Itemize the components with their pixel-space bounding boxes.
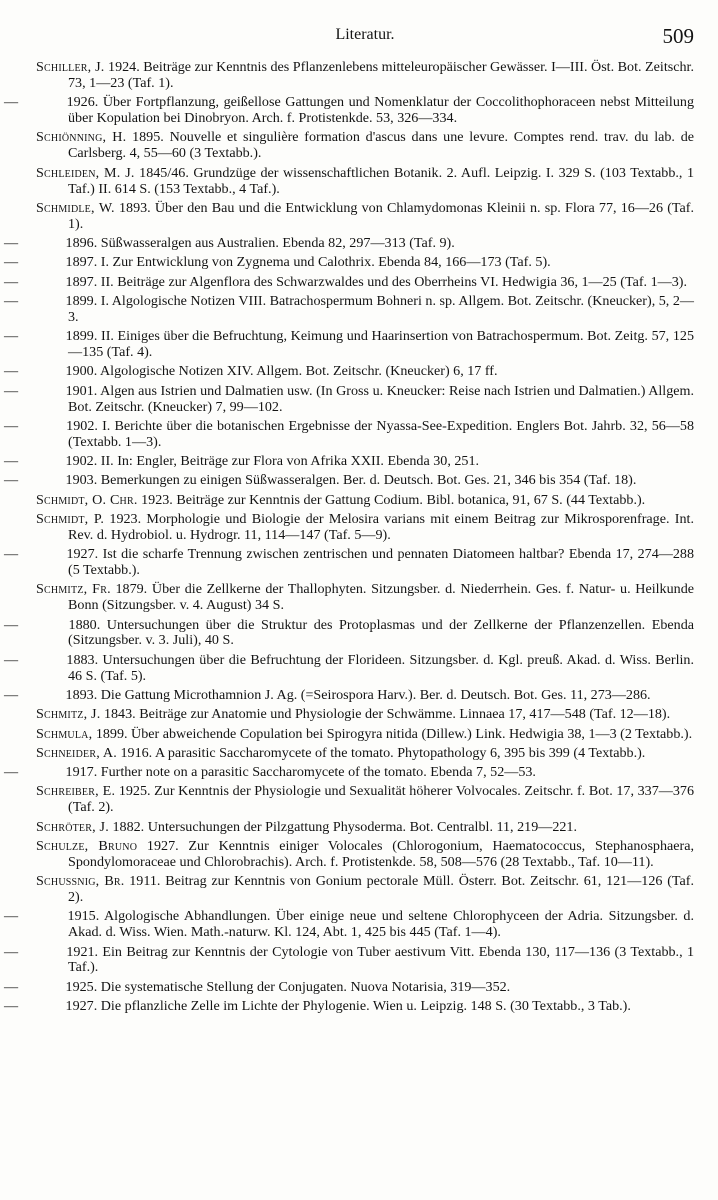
- reference-author: Schmitz, Fr.: [36, 581, 111, 598]
- reference-author: Schmitz, J.: [36, 706, 101, 723]
- reference-entry: [4, 764, 694, 781]
- reference-text: 1843. Beiträge zur Anatomie und Physiologie der Schwämme. Linnaea 17, 417—548 (Taf. 12—18).: [100, 706, 671, 723]
- reference-entry: [36, 512, 694, 544]
- reference-entry: [4, 908, 694, 941]
- repeat-author-dash: —: [4, 943, 19, 960]
- reference-text: 1923. Morphologie und Biologie der Melosira varians mit einem Beitrag zur Mikrosporenfrage. Int. Rev. d. Hydrobiol. u. Hydrogr. 11, 114—147 (Taf. 5—9).: [68, 510, 694, 543]
- reference-text: 1927. Die pflanzliche Zelle im Lichte der Phylogenie. Wien u. Leipzig. 148 S. (30 Textabb., 3 Tab.).: [62, 998, 631, 1015]
- reference-entry: [36, 201, 694, 233]
- reference-text: 1926. Über Fortpflanzung, geißellose Gattungen und Nomenklatur der Coccolithophoraceen nebst Mitteilung über Kopulation bei Dinobryon. Arch. f. Protistenkde. 53, 326—334.: [62, 94, 694, 127]
- reference-entry: [4, 453, 694, 470]
- reference-text: 1902. I. Berichte über die botanischen Ergebnisse der Nyassa-See-Expedition. Englers Bot. Jahrb. 32, 56—58 (Textabb. 1—3).: [62, 417, 694, 450]
- repeat-author-dash: —: [4, 94, 19, 111]
- reference-author: Schreiber, E.: [36, 783, 116, 800]
- reference-text: 1899. Über abweichende Copulation bei Spirogyra nitida (Dillew.) Link. Hedwigia 38, 1—3 (2 Textabb.).: [92, 725, 693, 742]
- reference-text: 1897. I. Zur Entwicklung von Zygnema und Calothrix. Ebenda 84, 166—173 (Taf. 5).: [62, 254, 551, 271]
- reference-entry: [4, 328, 694, 361]
- reference-text: 1900. Algologische Notizen XIV. Allgem. Bot. Zeitschr. (Kneucker) 6, 17 ff.: [62, 363, 498, 380]
- reference-entry: [4, 254, 694, 271]
- repeat-author-dash: —: [4, 453, 19, 470]
- reference-entry: [36, 582, 694, 614]
- reference-text: 1897. II. Beiträge zur Algenflora des Schwarzwaldes und des Oberrheins VI. Hedwigia 36, 1—25 (Taf. 1—3).: [62, 273, 687, 290]
- repeat-author-dash: —: [4, 998, 19, 1015]
- reference-text: 1927. Zur Kenntnis einiger Volocales (Chlorogonium, Haematococcus, Stephanosphaera, Spondylomoraceae und Chlorobrachis). Arch. f. Protistenkde. 58, 508—576 (28 Textabb., Taf. 10—11).: [68, 837, 695, 870]
- repeat-author-dash: —: [4, 908, 19, 925]
- reference-author: Schmidle, W.: [36, 199, 115, 216]
- reference-entry: [36, 493, 694, 509]
- reference-text: 1925. Die systematische Stellung der Conjugaten. Nuova Notarisia, 319—352.: [62, 978, 511, 995]
- reference-entry: [36, 130, 694, 162]
- reference-author: Schiönning, H.: [36, 129, 127, 146]
- reference-entry: [36, 60, 694, 92]
- repeat-author-dash: —: [4, 764, 19, 781]
- reference-author: Schröter, J.: [36, 818, 109, 835]
- repeat-author-dash: —: [4, 978, 19, 995]
- reference-text: 1925. Zur Kenntnis der Physiologie und Sexualität höherer Volvocales. Zeitschr. f. Bot. 17, 337—376 (Taf. 2).: [68, 783, 694, 816]
- reference-text: 1880. Untersuchungen über die Struktur des Protoplasmas und der Zellkerne der Pflanzenzellen. Ebenda (Sitzungsber. v. 3. Juli), 40 S.: [62, 616, 694, 649]
- reference-entry: [36, 707, 694, 723]
- reference-entry: [4, 616, 694, 650]
- reference-text: 1902. II. In: Engler, Beiträge zur Flora von Afrika XXII. Ebenda 30, 251.: [62, 453, 480, 470]
- reference-text: 1883. Untersuchungen über die Befruchtung der Florideen. Sitzungsber. d. Kgl. preuß. Akad. d. Wiss. Berlin. 46 S. (Taf. 5).: [62, 651, 694, 684]
- reference-entry: [4, 94, 694, 127]
- reference-entry: [4, 363, 694, 380]
- repeat-author-dash: —: [4, 273, 19, 290]
- reference-entry: [36, 820, 694, 836]
- reference-entry: [4, 943, 694, 977]
- reference-entry: [4, 651, 694, 685]
- repeat-author-dash: —: [4, 254, 19, 271]
- reference-entry: [4, 978, 694, 996]
- reference-entry: [36, 166, 694, 198]
- reference-text: 1845/46. Grundzüge der wissenschaftlichen Botanik. 2. Aufl. Leipzig. I. 329 S. (103 Textabb., 1 Taf.) II. 614 S. (153 Textabb., 4 Taf.).: [68, 164, 694, 197]
- repeat-author-dash: —: [4, 363, 19, 380]
- reference-entry: [4, 382, 694, 416]
- reference-text: 1882. Untersuchungen der Pilzgattung Physoderma. Bot. Centralbl. 11, 219—221.: [108, 818, 578, 835]
- reference-text: 1895. Nouvelle et singulière formation d'ascus dans une levure. Comptes rend. trav. du lab. de Carlsberg. 4, 55—60 (3 Textabb.).: [68, 129, 695, 162]
- reference-text: 1924. Beiträge zur Kenntnis des Pflanzenlebens mitteleuropäischer Gewässer. I—III. Öst. Bot. Zeitschr. 73, 1—23 (Taf. 1).: [68, 59, 694, 91]
- running-title: Literatur.: [335, 26, 395, 43]
- repeat-author-dash: —: [4, 616, 19, 633]
- reference-entry: [36, 839, 694, 871]
- reference-author: Schneider, A.: [36, 744, 117, 761]
- reference-text: 1903. Bemerkungen zu einigen Süßwasseralgen. Ber. d. Deutsch. Bot. Ges. 21, 346 bis 354 (Taf. 18).: [62, 472, 637, 489]
- reference-text: 1896. Süßwasseralgen aus Australien. Ebenda 82, 297—313 (Taf. 9).: [62, 235, 455, 252]
- repeat-author-dash: —: [4, 546, 19, 563]
- reference-list: [4, 59, 695, 1015]
- reference-entry: [36, 727, 694, 743]
- reference-entry: [4, 273, 694, 291]
- reference-author: Schiller, J.: [36, 59, 105, 75]
- repeat-author-dash: —: [4, 235, 19, 252]
- repeat-author-dash: —: [4, 292, 19, 309]
- reference-entry: [36, 874, 694, 906]
- repeat-author-dash: —: [4, 328, 19, 345]
- reference-text: 1916. A parasitic Saccharomycete of the tomato. Phytopathology 6, 395 bis 399 (4 Textabb.).: [116, 744, 646, 761]
- reference-text: 1911. Beitrag zur Kenntnis von Gonium pectorale Müll. Österr. Bot. Zeitschr. 61, 121—126 (Taf. 2).: [68, 873, 694, 906]
- reference-entry: [4, 235, 694, 252]
- reference-entry: [4, 686, 694, 704]
- reference-entry: [36, 784, 694, 816]
- repeat-author-dash: —: [4, 472, 19, 489]
- reference-text: 1901. Algen aus Istrien und Dalmatien usw. (In Gross u. Kneucker: Reise nach Istrien und Dalmatien.) Allgem. Bot. Zeitschr. (Kneucker) 7, 99—102.: [62, 382, 694, 415]
- reference-text: 1899. II. Einiges über die Befruchtung, Keimung und Haarinsertion von Batrachospermum. Bot. Zeitg. 57, 125—135 (Taf. 4).: [62, 328, 694, 361]
- repeat-author-dash: —: [4, 686, 19, 703]
- page-header: [36, 22, 694, 56]
- repeat-author-dash: —: [4, 651, 19, 668]
- reference-entry: [4, 292, 694, 326]
- repeat-author-dash: —: [4, 417, 19, 434]
- reference-text: 1893. Die Gattung Microthamnion J. Ag. (=Seirospora Harv.). Ber. d. Deutsch. Bot. Ges. 11, 273—286.: [62, 686, 651, 703]
- reference-entry: [4, 417, 694, 451]
- reference-text: 1921. Ein Beitrag zur Kenntnis der Cytologie von Tuber aestivum Vitt. Ebenda 130, 117—136 (3 Textabb., 1 Taf.).: [62, 943, 694, 976]
- page-number: 509: [662, 24, 694, 48]
- reference-entry: [4, 546, 694, 579]
- reference-entry: [4, 998, 694, 1015]
- reference-text: 1879. Über die Zellkerne der Thallophyten. Sitzungsber. d. Niederrhein. Ges. f. Natur- u. Heilkunde Bonn (Sitzungsber. v. 4. August) 34 S.: [68, 581, 694, 614]
- reference-text: 1927. Ist die scharfe Trennung zwischen zentrischen und pennaten Diatomeen haltbar? Ebenda 17, 274—288 (5 Textabb.).: [62, 546, 694, 579]
- reference-author: Schulze, Bruno: [36, 837, 138, 854]
- reference-text: 1899. I. Algologische Notizen VIII. Batrachospermum Bohneri n. sp. Allgem. Bot. Zeitschr. (Kneucker), 5, 2—3.: [62, 292, 694, 325]
- reference-text: 1917. Further note on a parasitic Saccharomycete of the tomato. Ebenda 7, 52—53.: [62, 764, 536, 781]
- reference-author: Schmidt, P.: [36, 510, 105, 527]
- reference-text: 1923. Beiträge zur Kenntnis der Gattung Codium. Bibl. botanica, 91, 67 S. (44 Textabb.).: [137, 491, 646, 508]
- reference-entry: [4, 472, 694, 489]
- reference-author: Schmidt, O. Chr.: [36, 491, 138, 508]
- reference-text: 1915. Algologische Abhandlungen. Über einige neue und seltene Chlorophyceen der Adria. Sitzungsber. d. Akad. d. Wiss. Wien. Math.-naturw. Kl. 124, Abt. 1, 425 bis 445 (Taf. 1—4).: [62, 908, 694, 941]
- reference-author: Schleiden, M. J.: [36, 164, 135, 181]
- reference-author: Schmula,: [36, 725, 93, 742]
- reference-entry: [36, 746, 694, 762]
- reference-author: Schussnig, Br.: [36, 873, 125, 890]
- reference-text: 1893. Über den Bau und die Entwicklung von Chlamydomonas Kleinii n. sp. Flora 77, 16—26 (Taf. 1).: [68, 199, 694, 232]
- repeat-author-dash: —: [4, 382, 19, 399]
